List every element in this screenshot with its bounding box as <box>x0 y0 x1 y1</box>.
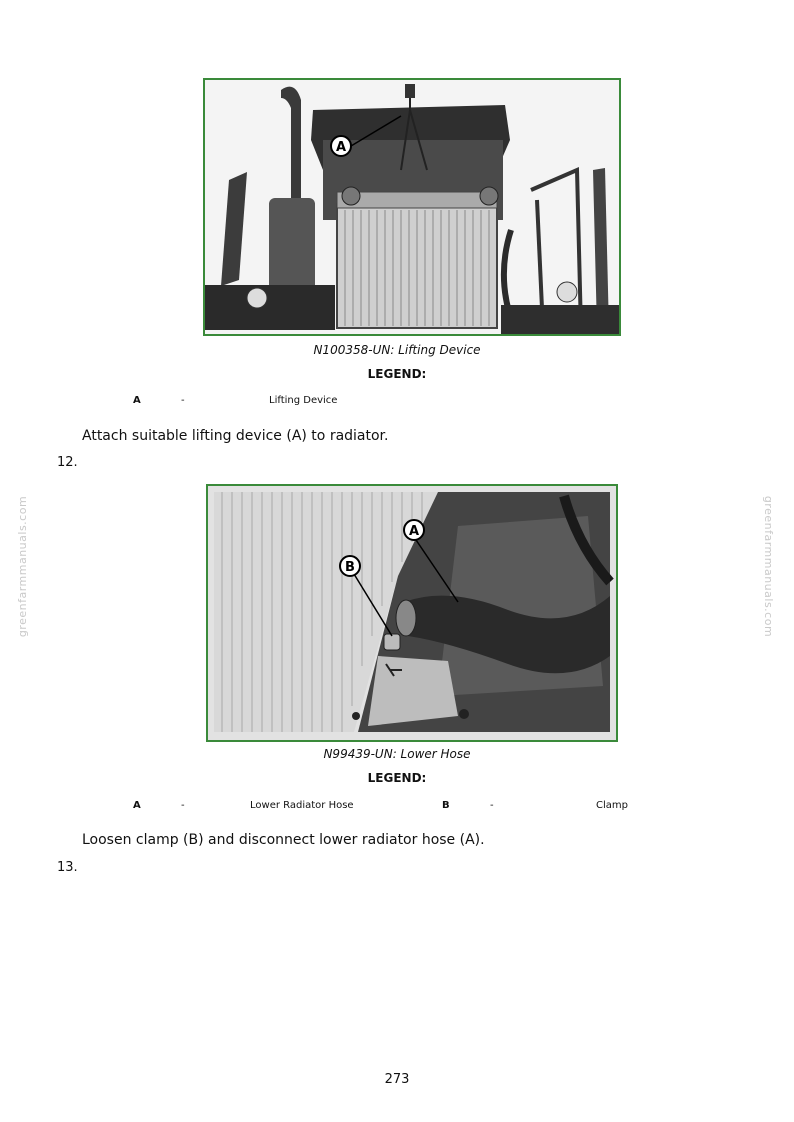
legend-dash: - <box>181 800 185 811</box>
legend-title: LEGEND: <box>367 367 427 381</box>
instruction-text: Loosen clamp (B) and disconnect lower radiator hose (A). <box>82 832 485 848</box>
legend-label: Clamp <box>596 800 628 811</box>
lifting-device-illustration <box>205 80 619 334</box>
legend-dash: - <box>181 395 185 406</box>
figure-lower-hose <box>206 484 618 742</box>
step-number: 12. <box>57 455 78 470</box>
callout-a <box>331 136 351 156</box>
legend-key: B <box>442 800 450 811</box>
svg-text:A: A <box>335 140 347 155</box>
figure-lifting-device <box>203 78 621 336</box>
callout-a <box>404 520 424 540</box>
callout-b <box>340 556 360 576</box>
legend-title: LEGEND: <box>367 771 427 785</box>
svg-text:A: A <box>408 524 420 539</box>
legend-label: Lower Radiator Hose <box>250 800 354 811</box>
legend-key: A <box>133 395 141 406</box>
page-number: 273 <box>384 1072 410 1087</box>
legend-key: A <box>133 800 141 811</box>
watermark-left: greenfarmmanuals.com <box>16 495 30 638</box>
watermark-right: greenfarmmanuals.com <box>762 495 776 638</box>
instruction-text: Attach suitable lifting device (A) to radiator. <box>82 428 389 444</box>
figure-caption: N99439-UN: Lower Hose <box>323 747 471 761</box>
step-number: 13. <box>57 860 78 875</box>
svg-text:B: B <box>345 560 355 575</box>
figure-caption: N100358-UN: Lifting Device <box>313 343 481 357</box>
legend-dash: - <box>490 800 494 811</box>
legend-label: Lifting Device <box>269 395 338 406</box>
lower-hose-illustration <box>208 486 616 740</box>
